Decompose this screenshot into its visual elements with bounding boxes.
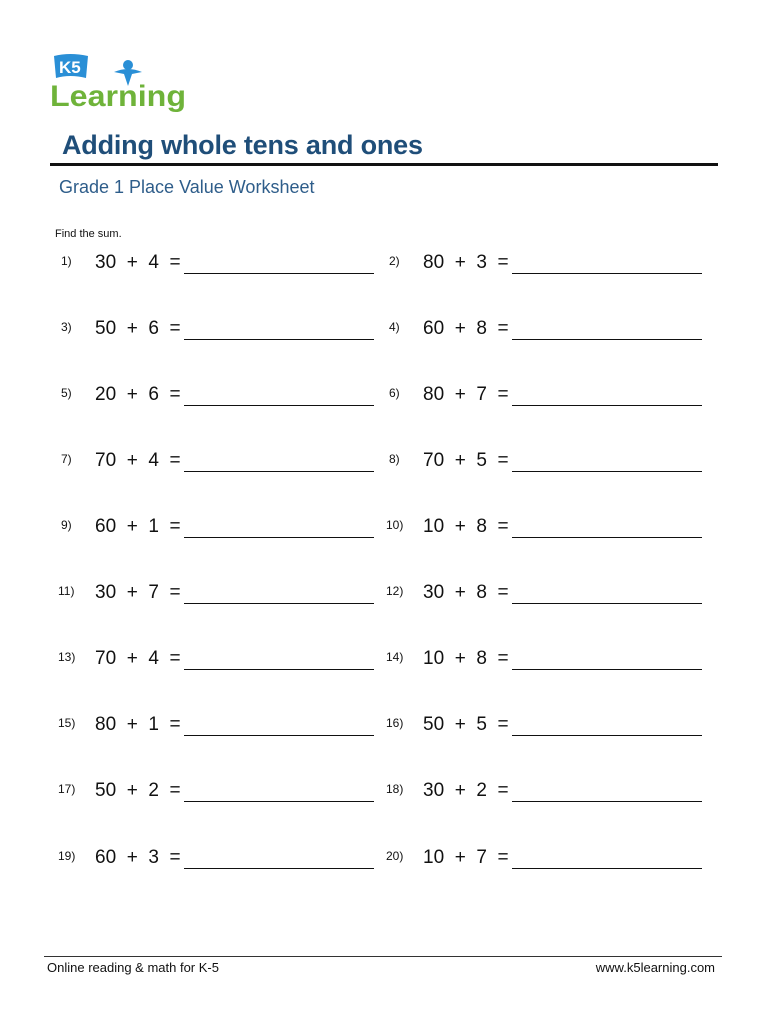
worksheet-title: Adding whole tens and ones	[62, 130, 423, 160]
problem-number: 2)	[389, 254, 400, 268]
problem-number: 17)	[58, 782, 76, 796]
problem-expression: 50 + 5 =	[423, 714, 509, 735]
logo-word-text: Learning	[50, 80, 186, 113]
problem-expression: 10 + 8 =	[423, 516, 509, 537]
answer-blank[interactable]	[184, 669, 374, 670]
answer-blank[interactable]	[512, 868, 702, 869]
problem-number: 19)	[58, 849, 76, 863]
problem-expression: 50 + 6 =	[95, 318, 181, 339]
problem-item	[61, 384, 391, 414]
problem-item	[58, 714, 388, 744]
problem-item	[58, 582, 388, 612]
problem-expression: 50 + 2 =	[95, 780, 181, 801]
problem-number: 14)	[386, 650, 404, 664]
answer-blank[interactable]	[512, 669, 702, 670]
problem-expression: 30 + 7 =	[95, 582, 181, 603]
problem-item	[386, 847, 716, 877]
answer-blank[interactable]	[512, 273, 702, 274]
problem-item	[61, 450, 391, 480]
problem-item	[58, 847, 388, 877]
problem-item	[61, 252, 391, 282]
answer-blank[interactable]	[512, 735, 702, 736]
answer-blank[interactable]	[184, 735, 374, 736]
problem-number: 12)	[386, 584, 404, 598]
answer-blank[interactable]	[512, 537, 702, 538]
problem-item	[386, 516, 716, 546]
instruction-text: Find the sum.	[55, 228, 122, 240]
problem-number: 6)	[389, 386, 400, 400]
problem-number: 11)	[58, 584, 75, 598]
problem-item	[389, 384, 719, 414]
problem-item	[58, 648, 388, 678]
problem-expression: 70 + 5 =	[423, 450, 509, 471]
problem-expression: 30 + 2 =	[423, 780, 509, 801]
answer-blank[interactable]	[512, 801, 702, 802]
answer-blank[interactable]	[184, 405, 374, 406]
problem-number: 13)	[58, 650, 76, 664]
problem-expression: 30 + 4 =	[95, 252, 181, 273]
problem-number: 8)	[389, 452, 400, 466]
problem-expression: 30 + 8 =	[423, 582, 509, 603]
problem-item	[389, 450, 719, 480]
answer-blank[interactable]	[184, 537, 374, 538]
problem-expression: 10 + 8 =	[423, 648, 509, 669]
problem-item	[389, 318, 719, 348]
problem-item	[386, 714, 716, 744]
problem-expression: 60 + 1 =	[95, 516, 181, 537]
problem-number: 10)	[386, 518, 404, 532]
problem-number: 15)	[58, 716, 76, 730]
answer-blank[interactable]	[184, 273, 374, 274]
answer-blank[interactable]	[512, 405, 702, 406]
problem-item	[386, 582, 716, 612]
footer-divider	[44, 956, 722, 957]
footer-website-link[interactable]: www.k5learning.com	[595, 960, 715, 975]
problem-expression: 70 + 4 =	[95, 648, 181, 669]
answer-blank[interactable]	[512, 471, 702, 472]
problem-item	[389, 252, 719, 282]
problem-expression: 80 + 7 =	[423, 384, 509, 405]
problem-item	[386, 780, 716, 810]
problem-expression: 60 + 8 =	[423, 318, 509, 339]
answer-blank[interactable]	[184, 603, 374, 604]
logo-badge-text: K5	[59, 58, 81, 77]
k5-learning-logo	[48, 52, 188, 114]
problem-number: 1)	[61, 254, 72, 268]
answer-blank[interactable]	[184, 339, 374, 340]
worksheet-subtitle: Grade 1 Place Value Worksheet	[59, 177, 315, 197]
problem-expression: 70 + 4 =	[95, 450, 181, 471]
problem-item	[61, 318, 391, 348]
problem-expression: 80 + 3 =	[423, 252, 509, 273]
problem-item	[58, 780, 388, 810]
answer-blank[interactable]	[512, 339, 702, 340]
problem-number: 7)	[61, 452, 72, 466]
problem-number: 5)	[61, 386, 72, 400]
answer-blank[interactable]	[184, 868, 374, 869]
problem-number: 16)	[386, 716, 404, 730]
footer-tagline: Online reading & math for K-5	[47, 960, 219, 975]
problem-expression: 20 + 6 =	[95, 384, 181, 405]
problem-expression: 10 + 7 =	[423, 847, 509, 868]
answer-blank[interactable]	[184, 471, 374, 472]
problem-expression: 80 + 1 =	[95, 714, 181, 735]
problem-number: 4)	[389, 320, 400, 334]
problem-number: 18)	[386, 782, 404, 796]
problem-number: 20)	[386, 849, 404, 863]
problem-number: 9)	[61, 518, 72, 532]
problem-number: 3)	[61, 320, 72, 334]
answer-blank[interactable]	[184, 801, 374, 802]
problem-item	[61, 516, 391, 546]
problem-item	[386, 648, 716, 678]
problem-expression: 60 + 3 =	[95, 847, 181, 868]
logo-figure-head	[123, 60, 133, 70]
answer-blank[interactable]	[512, 603, 702, 604]
title-divider	[50, 163, 718, 166]
